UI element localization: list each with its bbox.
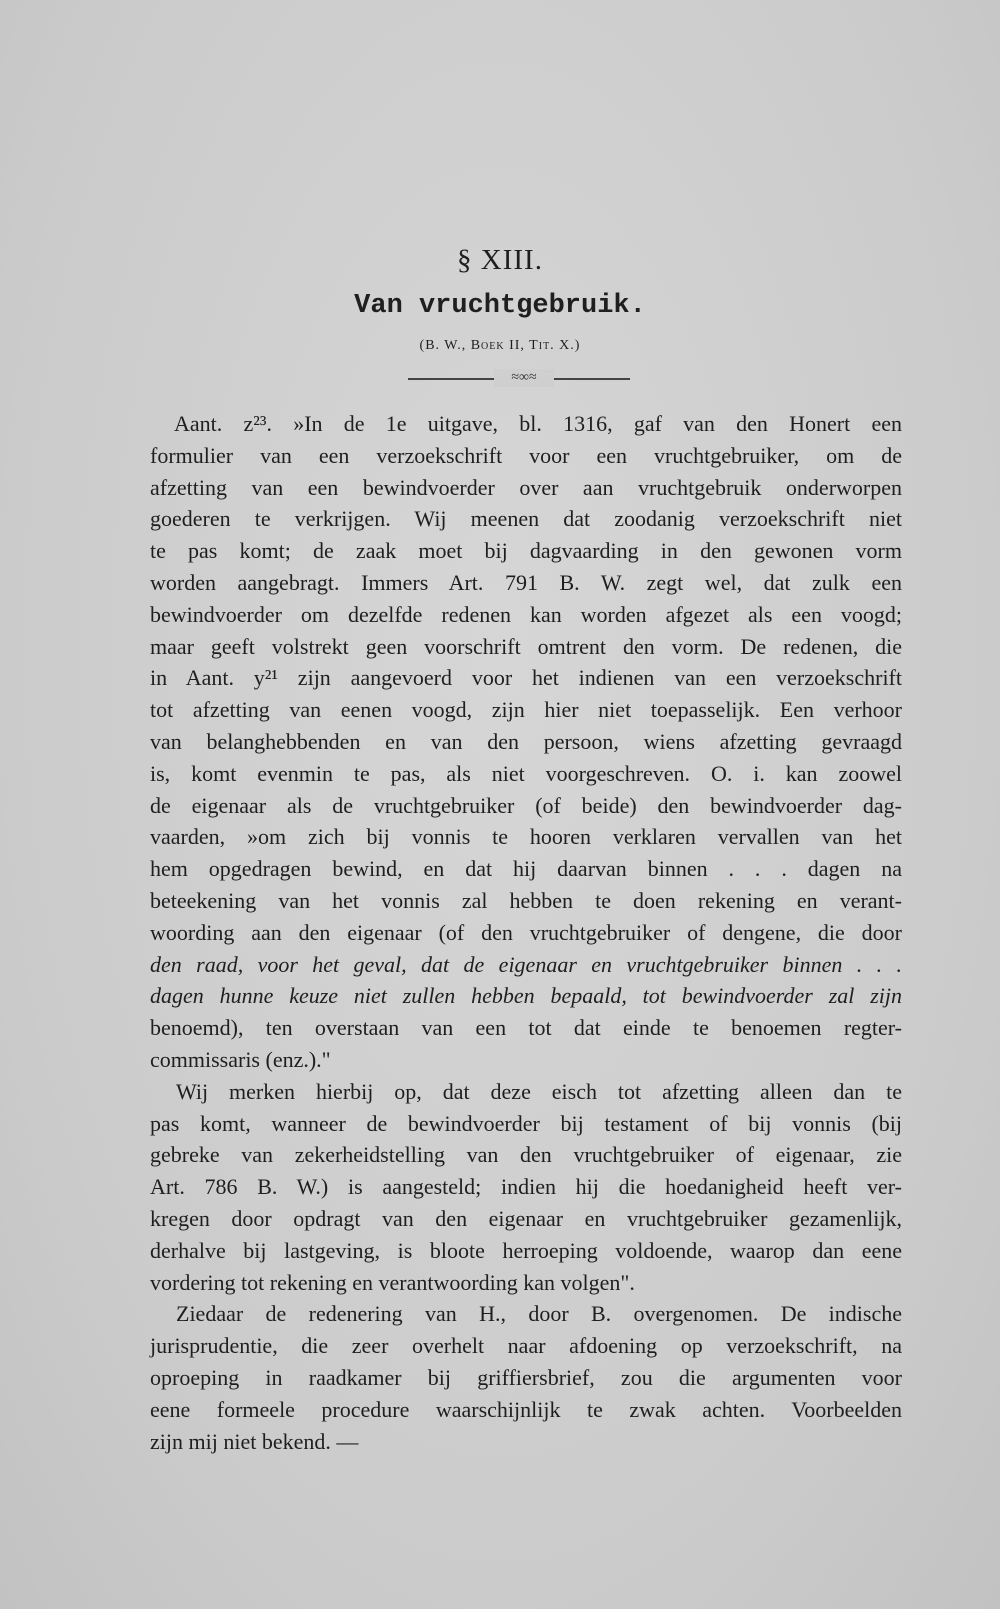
divider-ornament-icon: ≈∞≈: [494, 369, 554, 387]
text-line: hem opgedragen bewind, en dat hij daarvan binnen . . . dagen na: [150, 856, 902, 882]
section-number: § XIII.: [457, 244, 543, 276]
text-line: Wij merken hierbij op, dat deze eisch tot afzetting alleen dan te: [176, 1078, 902, 1104]
text-line: Ziedaar de redenering van H., door B. overgenomen. De indische: [176, 1301, 902, 1327]
text-line: jurisprudentie, die zeer overhelt naar afdoening op verzoekschrift, na: [150, 1333, 902, 1359]
text-line: is, komt evenmin te pas, als niet voorgeschreven. O. i. kan zoowel: [150, 760, 902, 786]
paragraph-1: [150, 408, 902, 1076]
text-line: goederen te verkrijgen. Wij meenen dat zoodanig verzoekschrift niet: [150, 506, 902, 532]
text-line: formulier van een verzoekschrift voor een vruchtgebruiker, om de: [150, 442, 902, 468]
text-line: benoemd), ten overstaan van een tot dat einde te benoemen regter-: [150, 1015, 902, 1041]
text-line: den raad, voor het geval, dat de eigenaar en vruchtgebruiker binnen . . .: [150, 951, 902, 977]
text-line: te pas komt; de zaak moet bij dagvaarding in den gewonen vorm: [150, 538, 902, 564]
text-line: gebreke van zekerheidstelling van den vruchtgebruiker of eigenaar, zie: [150, 1142, 902, 1168]
body-text: [150, 408, 902, 1457]
text-line: commissaris (enz.).": [150, 1046, 331, 1072]
text-line: eene formeele procedure waarschijnlijk te zwak achten. Voorbeelden: [150, 1396, 902, 1422]
text-line: Aant. z²³. »In de 1e uitgave, bl. 1316, gaf van den Honert een: [174, 411, 902, 436]
text-line: van belanghebbenden en van den persoon, wiens afzetting gevraagd: [150, 728, 902, 754]
chapter-title: Van vruchtgebruik.: [354, 291, 646, 321]
text-line: vaarden, »om zich bij vonnis te hooren verklaren vervallen van het: [150, 824, 902, 850]
text-line: afzetting van een bewindvoerder over aan vruchtgebruik onderworpen: [150, 474, 902, 500]
paragraph-3: [150, 1298, 902, 1457]
text-line: tot afzetting van eenen voogd, zijn hier niet toepasselijk. Een verhoor: [150, 697, 902, 723]
text-line: woording aan den eigenaar (of den vruchtgebruiker of dengene, die door: [150, 919, 902, 945]
text-line: in Aant. y²¹ zijn aangevoerd voor het indienen van een verzoekschrift: [150, 665, 902, 691]
text-line: beteekening van het vonnis zal hebben te doen rekening en verant-: [150, 887, 902, 913]
text-line: Art. 786 B. W.) is aangesteld; indien hij die hoedanigheid heeft ver-: [150, 1174, 902, 1200]
paragraph-2: [150, 1076, 902, 1299]
text-line: vordering tot rekening en verantwoording kan volgen".: [150, 1269, 635, 1295]
text-line: de eigenaar als de vruchtgebruiker (of beide) den bewindvoerder dag-: [150, 792, 902, 818]
text-line: maar geeft volstrekt geen voorschrift omtrent den vorm. De redenen, die: [150, 633, 902, 659]
text-line: worden aangebragt. Immers Art. 791 B. W. zegt wel, dat zulk een: [150, 569, 902, 595]
text-line: derhalve bij lastgeving, is bloote herroeping voldoende, waarop dan eene: [150, 1237, 902, 1263]
text-line: kregen door opdragt van den eigenaar en vruchtgebruiker gezamenlijk,: [150, 1205, 902, 1231]
text-line: pas komt, wanneer de bewindvoerder bij testament of bij vonnis (bij: [150, 1110, 902, 1136]
text-line: zijn mij niet bekend. —: [150, 1428, 359, 1454]
text-line: oproeping in raadkamer bij griffiersbrief, zou die argumenten voor: [150, 1364, 902, 1390]
source-reference: (B. W., Boek II, Tit. X.): [419, 338, 581, 353]
text-line: dagen hunne keuze niet zullen hebben bepaald, tot bewindvoerder zal zijn: [150, 983, 902, 1009]
text-line: bewindvoerder om dezelfde redenen kan worden afgezet als een voogd;: [150, 601, 902, 627]
